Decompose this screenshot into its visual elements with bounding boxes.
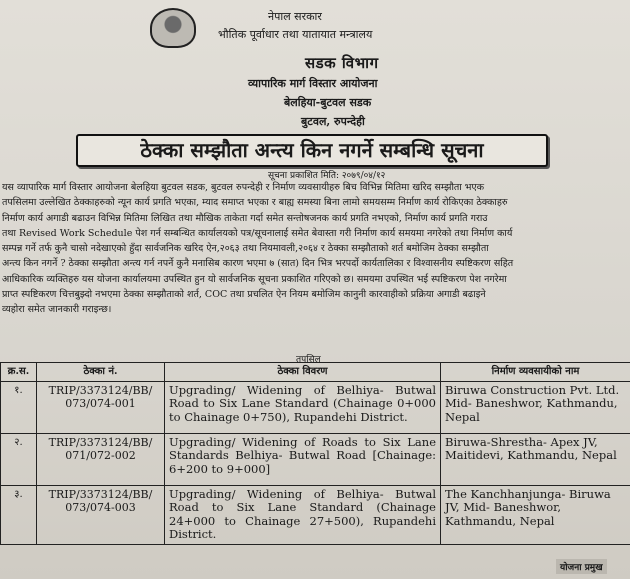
cell-description: Upgrading/ Widening of Roads to Six Lane Standards Belhiya- Butwal Road [Chainage: 6+200 to 9+000] <box>165 433 441 485</box>
cell-contract-no: TRIP/3373124/BB/ 073/074-001 <box>37 381 165 433</box>
project-name: व्यापारिक मार्ग विस्तार आयोजना <box>248 77 378 90</box>
cell-contract-no: TRIP/3373124/BB/ 071/072-002 <box>37 433 165 485</box>
notice-paragraph <box>2 180 630 318</box>
cell-description: Upgrading/ Widening of Belhiya- Butwal Road to Six Lane Standard (Chainage 24+000 to Chainage 27+500), Rupandehi District. <box>165 485 441 544</box>
signature-label: योजना प्रमुख <box>556 559 607 574</box>
paragraph-line: प्राप्त स्पष्टिकरण चित्तबुझ्दो नभएमा ठेक्का सम्झौताको शर्त, COC तथा प्रचलित ऐन नियम बमोजिम कानुनी कारवाहीको प्रक्रिया अगाडी बढाइने <box>2 289 486 301</box>
paragraph-line: आधिकारिक व्यक्तिहरु यस योजना कार्यालयमा उपस्थित हुन यो सार्वजनिक सूचना प्रकाशित गरिएको छ। समयमा उपस्थित भई स्पष्टिकरण पेश नगरेमा <box>2 273 507 285</box>
header-contract-no: ठेक्का नं. <box>37 363 165 382</box>
table-row <box>1 381 630 433</box>
cell-contractor: The Kanchhanjunga- Biruwa JV, Mid- Baneshwor, Kathmandu, Nepal <box>441 485 630 544</box>
cell-contractor: Biruwa-Shrestha- Apex JV, Maitidevi, Kathmandu, Nepal <box>441 433 630 485</box>
header-contractor: निर्माण व्यवसायीको नाम <box>441 363 630 382</box>
department-name: सडक विभाग <box>305 54 379 72</box>
paragraph-line: तपसिलमा उल्लेखित ठेक्काहरुको न्यून कार्य प्रगति भएका, म्याद समाप्त भएका र बाह्य समस्या बिना लामो समयसम्म निर्माण कार्य रोकिएका ठेक्काहरु <box>2 197 508 209</box>
cell-sn: ३. <box>1 485 37 544</box>
header-description: ठेक्का विवरण <box>165 363 441 382</box>
paragraph-line: सम्पन्न गर्ने तर्फ कुनै चासो नदेखाएको हुँदा सार्वजनिक खरिद ऐन,२०६३ तथा नियमावली,२०६४ र ठेक्का सम्झौताको शर्त बमोजिम ठेक्का सम्झौता <box>2 243 489 255</box>
government-name: नेपाल सरकार <box>268 10 322 23</box>
road-name: बेलहिया-बुटवल सडक <box>284 96 372 109</box>
contracts-table <box>0 362 630 545</box>
table-row <box>1 485 630 544</box>
publication-date: सूचना प्रकाशित मिति: २०७९/०४/१२ <box>268 171 386 181</box>
paragraph-line: अन्त्य किन नगर्ने ? ठेक्का सम्झौता अन्त्य गर्न नपर्ने कुनै मनासिब कारण भएमा ७ (सात) दिन भित्र भरपर्दो कार्यतालिका र विश्वासनीय स्पष्टिकरण सहित <box>2 258 514 270</box>
notice-title: ठेक्का सम्झौता अन्त्य किन नगर्ने सम्बन्धि सूचना <box>76 134 548 167</box>
table-caption: तपसिल <box>296 355 321 365</box>
ministry-name: भौतिक पूर्वाधार तथा यातायात मन्त्रालय <box>218 28 373 41</box>
cell-sn: २. <box>1 433 37 485</box>
nepal-emblem-icon <box>150 8 196 48</box>
paragraph-line: तथा Revised Work Schedule पेश गर्न सम्बन्धित कार्यालयको पत्र/सूचनालाई समेत बेवास्ता गरी निर्माण कार्य समयमा नगरेको तथा निर्माण कार्य <box>2 227 513 239</box>
paragraph-line: निर्माण कार्य अगाडी बढाउन विभिन्न मितिमा लिखित तथा मौखिक ताकेता गर्दा समेत सन्तोषजनक कार्य प्रगति नभएको, निर्माण कार्य प्रगति गराउ <box>2 212 488 224</box>
cell-contract-no: TRIP/3373124/BB/ 073/074-003 <box>37 485 165 544</box>
office-location: बुटवल, रुपन्देही <box>301 115 365 128</box>
cell-contractor: Biruwa Construction Pvt. Ltd. Mid- Baneshwor, Kathmandu, Nepal <box>441 381 630 433</box>
table-row <box>1 433 630 485</box>
table-header-row <box>1 363 630 382</box>
paragraph-line: व्यहोरा समेत जानकारी गराइन्छ। <box>2 304 112 316</box>
cell-sn: १. <box>1 381 37 433</box>
cell-description: Upgrading/ Widening of Belhiya- Butwal Road to Six Lane Standard (Chainage 0+000 to Chainage 0+750), Rupandehi District. <box>165 381 441 433</box>
paragraph-line: यस व्यापारिक मार्ग विस्तार आयोजना बेलहिया बुटवल सडक, बुटवल रुपन्देही र निर्माण व्यवसायीहरु बिच विभिन्न मितिमा खरिद सम्झौता भएक <box>2 182 485 193</box>
header-sn: क्र.स. <box>1 363 37 382</box>
